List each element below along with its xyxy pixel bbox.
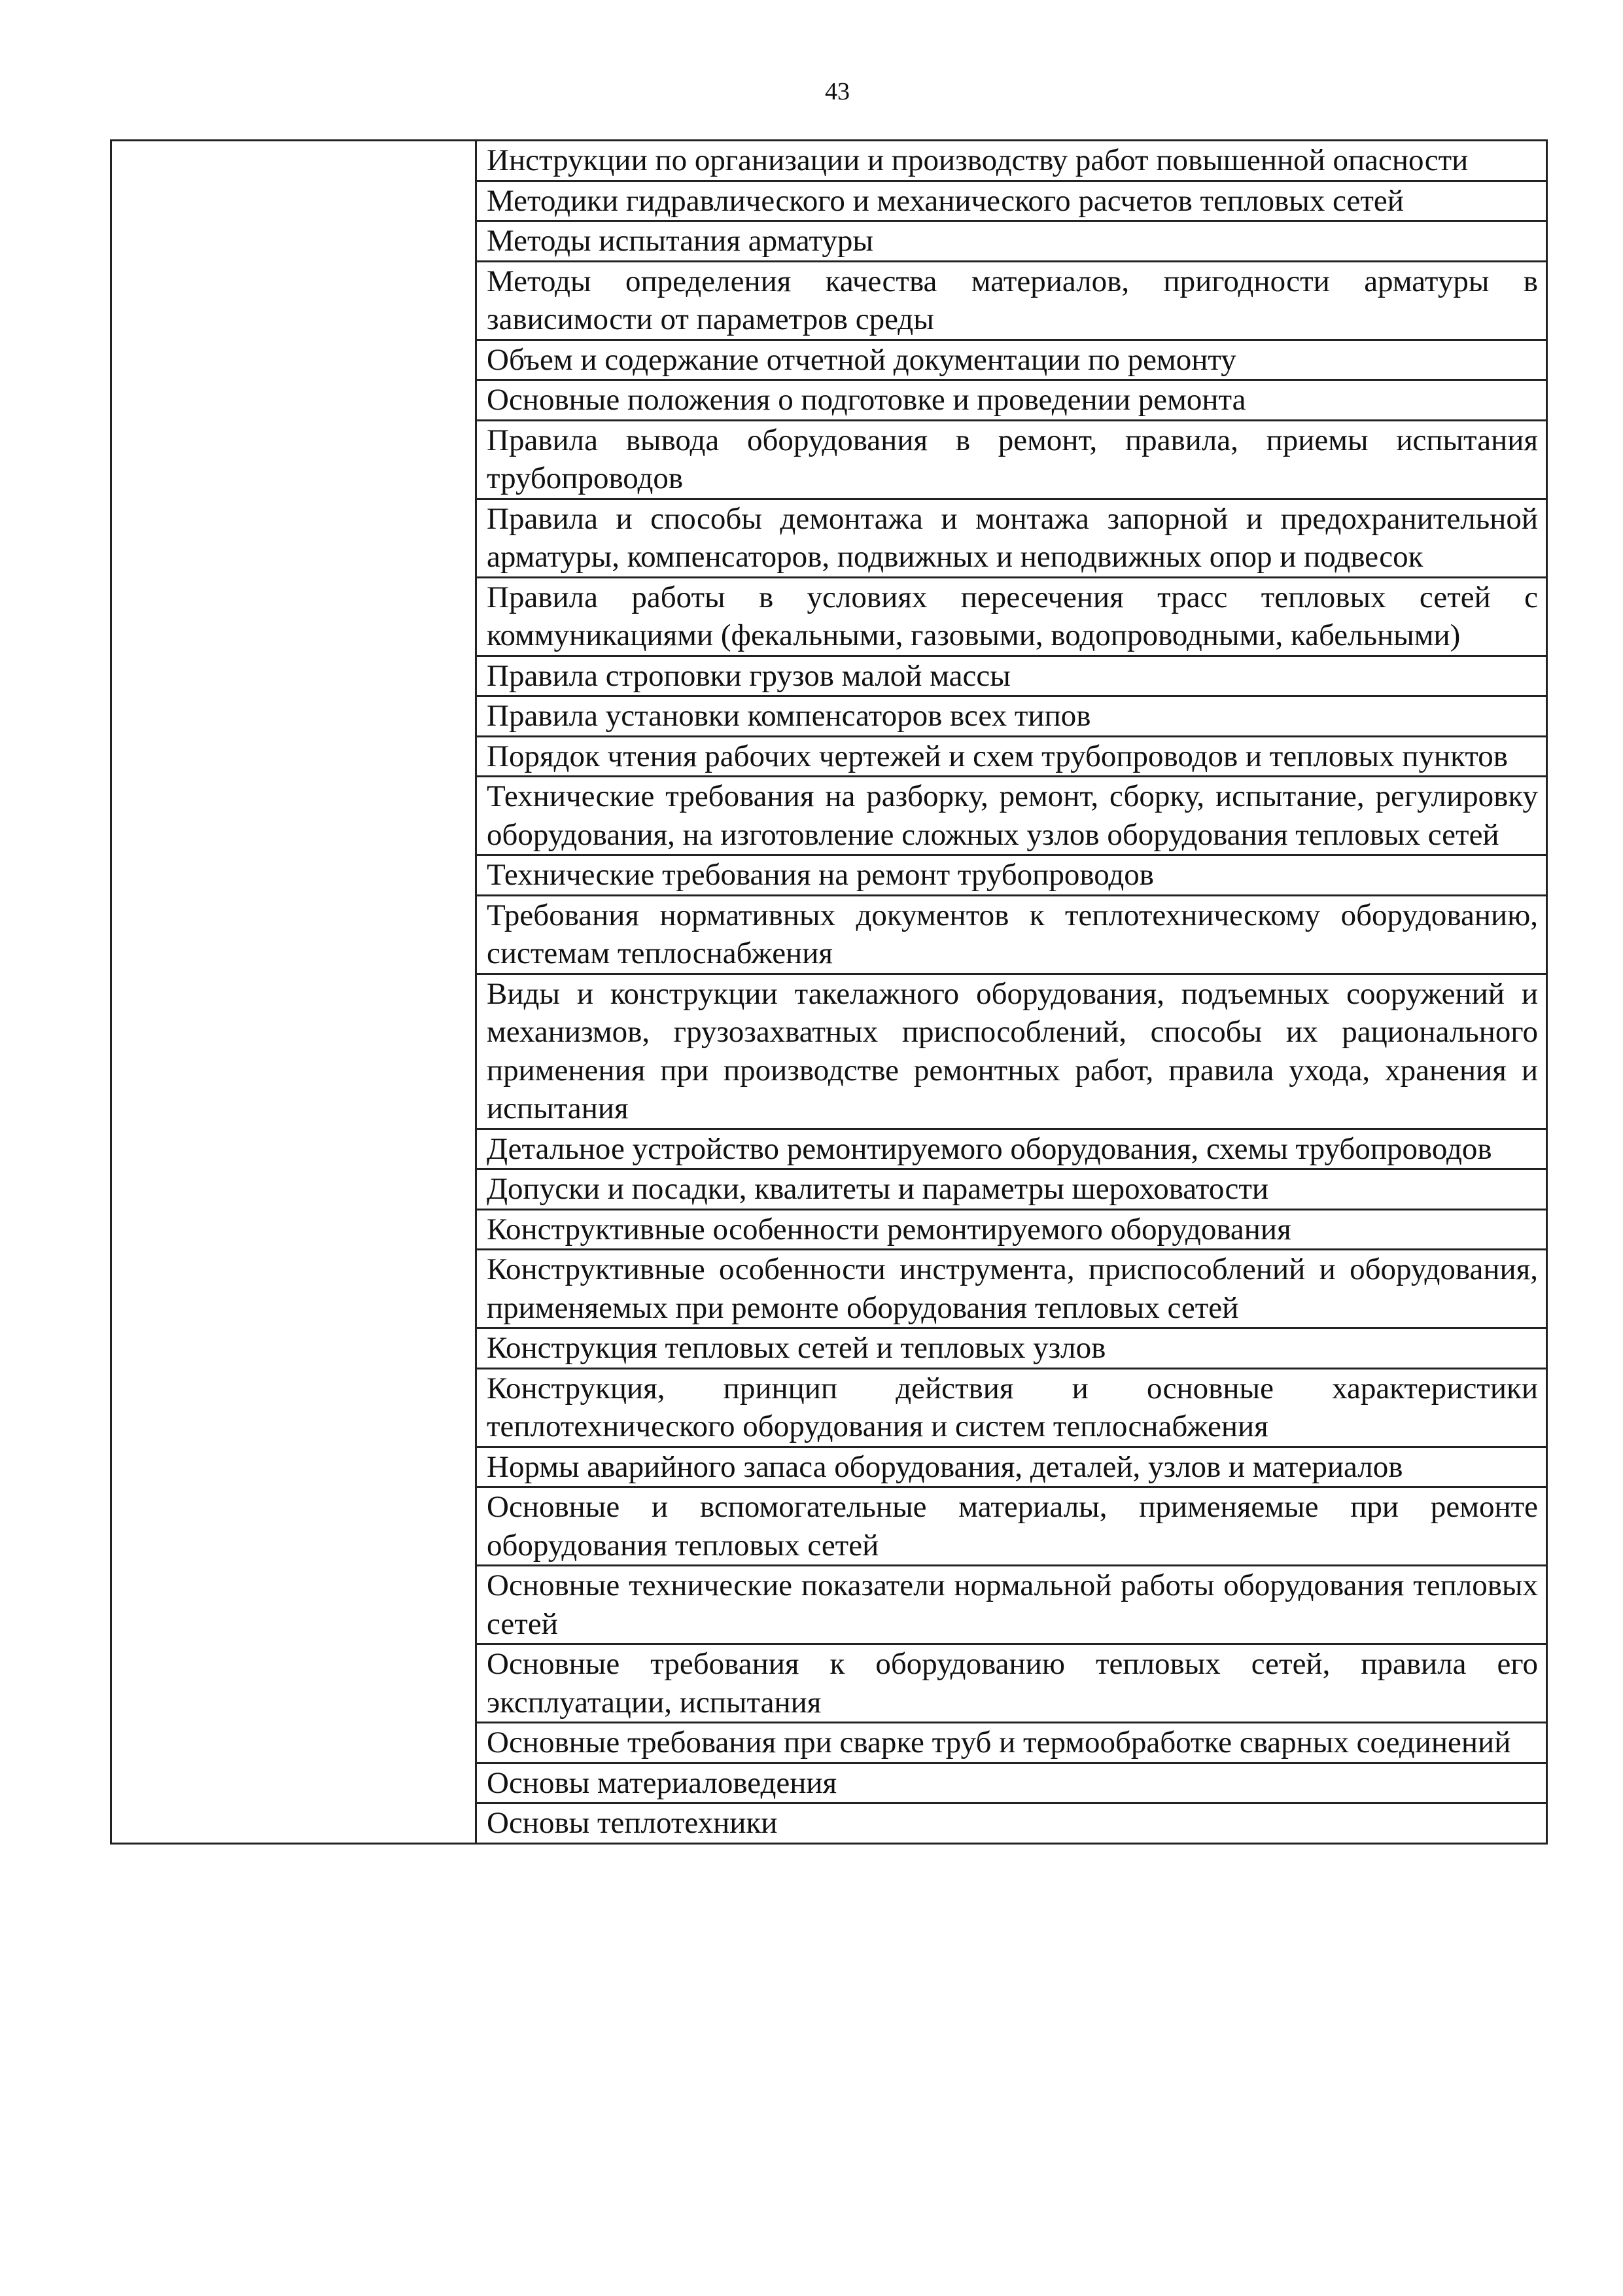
table-cell <box>476 1169 1547 1210</box>
page-number: 43 <box>825 78 850 105</box>
list-item: Правила и способы демонтажа и монтажа запорной и предохранительной арматуры, компенсаторов, подвижных и неподвижных опор и подвесок <box>487 501 1538 574</box>
table-cell <box>476 1328 1547 1369</box>
list-item: Нормы аварийного запаса оборудования, деталей, узлов и материалов <box>487 1449 1403 1484</box>
table-cell <box>476 1250 1547 1328</box>
table-cell <box>476 1447 1547 1487</box>
list-item: Методы определения качества материалов, пригодности арматуры в зависимости от параметров среды <box>487 264 1538 336</box>
list-item: Конструкция, принцип действия и основные характеристики теплотехнического оборудования и систем теплоснабжения <box>487 1371 1538 1443</box>
table-cell <box>476 696 1547 737</box>
list-item: Допуски и посадки, квалитеты и параметры шероховатости <box>487 1172 1269 1206</box>
table-cell <box>476 855 1547 896</box>
left-column-cell <box>111 141 476 1844</box>
table-cell <box>476 380 1547 421</box>
list-item: Порядок чтения рабочих чертежей и схем трубопроводов и тепловых пунктов <box>487 739 1508 773</box>
list-item: Методики гидравлического и механического расчетов тепловых сетей <box>487 183 1404 218</box>
knowledge-table <box>110 139 1548 1845</box>
table-cell <box>476 895 1547 974</box>
table-cell <box>476 1129 1547 1169</box>
table-cell <box>476 1723 1547 1763</box>
list-item: Основные положения о подготовке и проведении ремонта <box>487 383 1246 417</box>
list-item: Требования нормативных документов к теплотехническому оборудованию, системам теплоснабжения <box>487 898 1538 970</box>
table-cell <box>476 1803 1547 1844</box>
list-item: Детальное устройство ремонтируемого оборудования, схемы трубопроводов <box>487 1131 1492 1166</box>
table-cell <box>476 656 1547 696</box>
list-item: Объем и содержание отчетной документации по ремонту <box>487 342 1236 377</box>
list-item: Основные требования к оборудованию тепловых сетей, правила его эксплуатации, испытания <box>487 1647 1538 1720</box>
table-cell <box>476 181 1547 221</box>
table-cell <box>476 577 1547 656</box>
list-item: Правила работы в условиях пересечения трасс тепловых сетей с коммуникациями (фекальными, газовыми, водопроводными, кабельными) <box>487 580 1538 652</box>
table-cell <box>476 1763 1547 1803</box>
list-item: Конструктивные особенности инструмента, приспособлений и оборудования, применяемых при ремонте оборудования тепловых сетей <box>487 1252 1538 1325</box>
list-item: Правила вывода оборудования в ремонт, правила, приемы испытания трубопроводов <box>487 423 1538 495</box>
table-cell <box>476 499 1547 577</box>
table-cell <box>476 420 1547 499</box>
list-item: Виды и конструкции такелажного оборудования, подъемных сооружений и механизмов, грузозахватных приспособлений, способы их рационального применения при производстве ремонтных работ, правила ухода, хранения и испытания <box>487 976 1538 1125</box>
list-item: Технические требования на разборку, ремонт, сборку, испытание, регулировку оборудования, на изготовление сложных узлов оборудования тепловых сетей <box>487 779 1538 852</box>
list-item: Технические требования на ремонт трубопроводов <box>487 858 1154 892</box>
list-item: Методы испытания арматуры <box>487 224 873 258</box>
table-cell <box>476 777 1547 855</box>
list-item: Основные технические показатели нормальной работы оборудования тепловых сетей <box>487 1568 1538 1641</box>
list-item: Конструкция тепловых сетей и тепловых узлов <box>487 1331 1106 1365</box>
list-item: Правила строповки грузов малой массы <box>487 658 1011 693</box>
list-item: Основные требования при сварке труб и термообработке сварных соединений <box>487 1725 1511 1759</box>
list-item: Инструкции по организации и производству работ повышенной опасности <box>487 143 1469 177</box>
table-cell <box>476 736 1547 777</box>
table-cell <box>476 221 1547 262</box>
list-item: Конструктивные особенности ремонтируемого оборудования <box>487 1212 1291 1246</box>
list-item: Основы материаловедения <box>487 1765 837 1800</box>
table-cell <box>476 1368 1547 1447</box>
table-cell <box>476 974 1547 1129</box>
list-item: Основы теплотехники <box>487 1806 778 1840</box>
list-item: Основные и вспомогательные материалы, применяемые при ремонте оборудования тепловых сетей <box>487 1490 1538 1563</box>
table-row <box>111 141 1547 181</box>
table-cell <box>476 1644 1547 1723</box>
table-cell <box>476 1487 1547 1566</box>
table-cell <box>476 141 1547 181</box>
table-cell <box>476 340 1547 380</box>
table-cell <box>476 261 1547 340</box>
list-item: Правила установки компенсаторов всех типов <box>487 699 1091 733</box>
table-cell <box>476 1209 1547 1250</box>
table-cell <box>476 1566 1547 1644</box>
